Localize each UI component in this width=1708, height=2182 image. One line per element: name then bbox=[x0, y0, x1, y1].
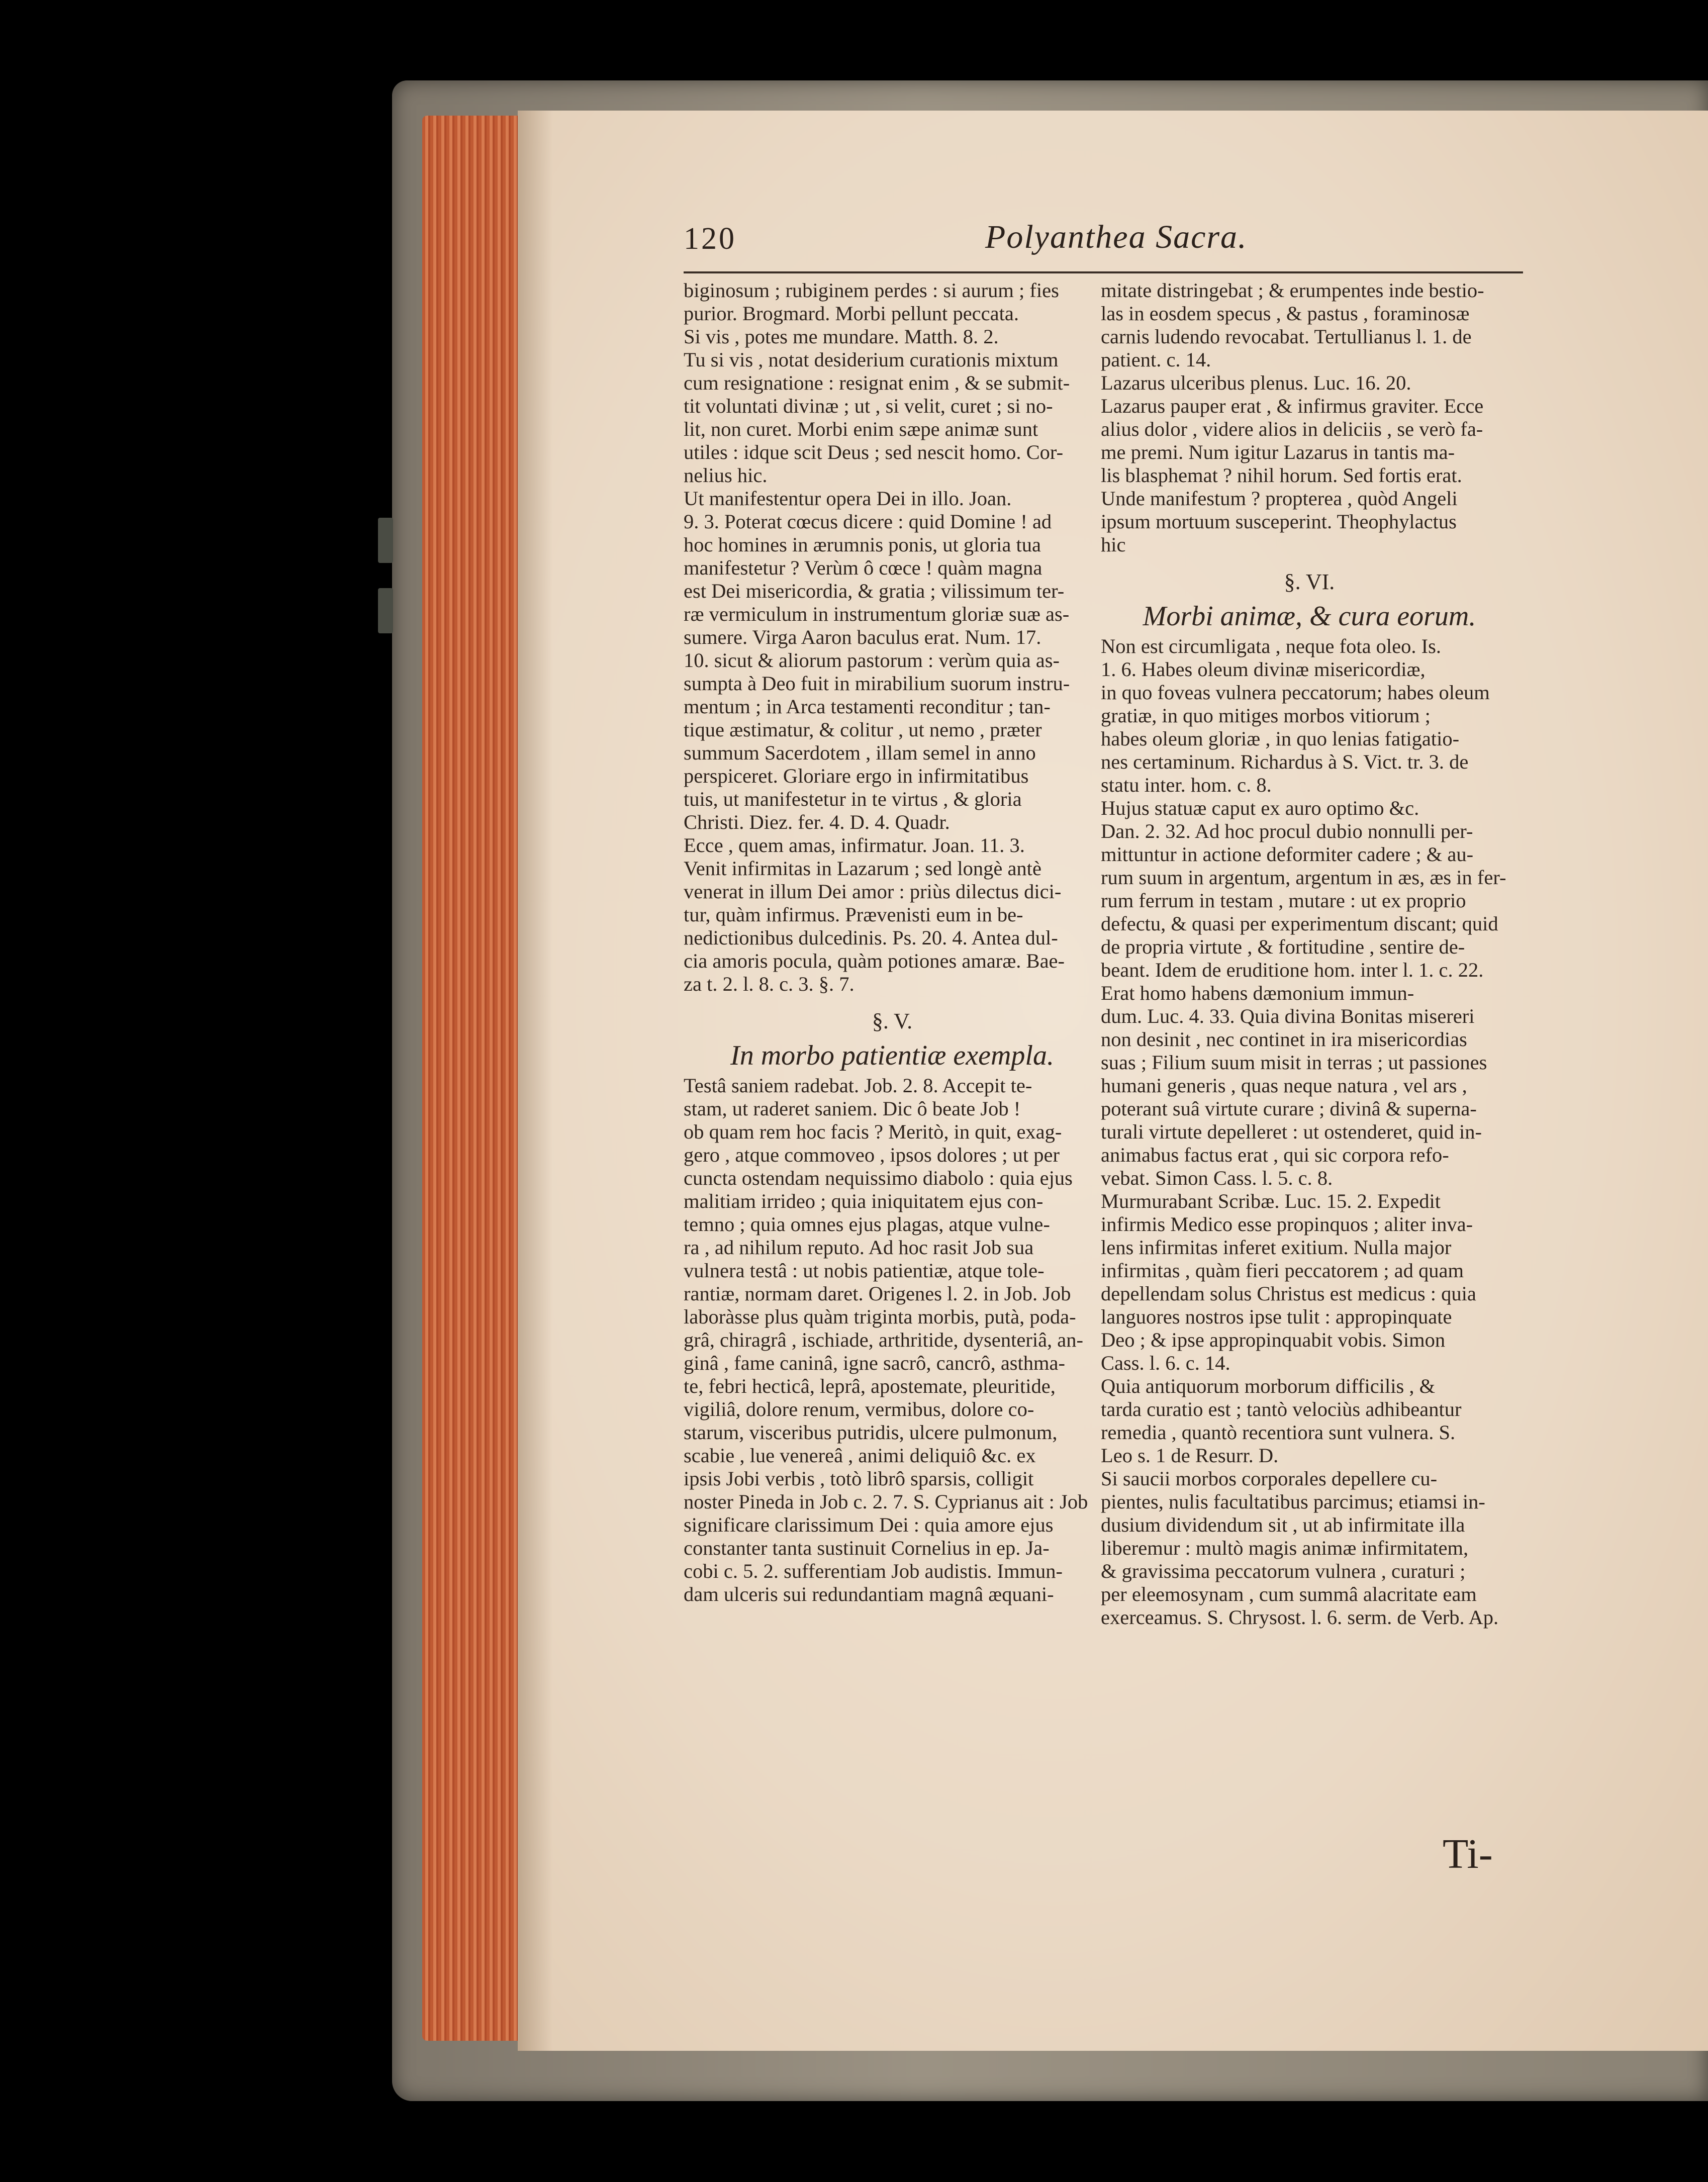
text-line: ob quam rem hoc facis ? Meritò, in quit, exag- bbox=[684, 1120, 1062, 1143]
section-title: Morbi animæ, & cura eorum. bbox=[1143, 601, 1476, 632]
running-title: Polyanthea Sacra. bbox=[985, 219, 1248, 255]
text-line: te, febri hecticâ, leprâ, apostemate, pleuritide, bbox=[684, 1375, 1056, 1397]
text-line: rum ferrum in testam , mutare : ut ex proprio bbox=[1101, 889, 1466, 912]
text-line: Erat homo habens dæmonium immun- bbox=[1101, 982, 1414, 1004]
text-line: & gravissima peccatorum vulnera , curaturi ; bbox=[1101, 1560, 1466, 1582]
right-column bbox=[1101, 279, 1518, 1629]
text-line: za t. 2. l. 8. c. 3. §. 7. bbox=[684, 973, 855, 995]
text-line: Hujus statuæ caput ex auro optimo &c. bbox=[1101, 797, 1419, 819]
text-line: tur, quàm infirmus. Prævenisti eum in be- bbox=[684, 903, 1023, 926]
text-line: sumpta à Deo fuit in mirabilium suorum instru- bbox=[684, 672, 1070, 695]
text-line: 10. sicut & aliorum pastorum : verùm quia as- bbox=[684, 649, 1060, 672]
text-line: ginâ , fame caninâ, igne sacrô, cancrô, asthma- bbox=[684, 1352, 1066, 1374]
text-line: patient. c. 14. bbox=[1101, 348, 1211, 371]
text-line: languores nostros ipse tulit : appropinquate bbox=[1101, 1305, 1452, 1328]
text-line: gero , atque commoveo , ipsos dolores ; ut per bbox=[684, 1144, 1060, 1166]
text-line: Lazarus ulceribus plenus. Luc. 16. 20. bbox=[1101, 371, 1411, 394]
text-line: de propria virtute , & fortitudine , sentire de- bbox=[1101, 935, 1465, 958]
text-line: malitiam irrideo ; quia iniquitatem ejus con- bbox=[684, 1190, 1043, 1212]
page-header bbox=[684, 216, 1523, 273]
text-line: dam ulceris sui redundantiam magnâ æquani- bbox=[684, 1583, 1054, 1605]
text-line: in quo foveas vulnera peccatorum; habes oleum bbox=[1101, 681, 1490, 704]
text-line: Non est circumligata , neque fota oleo. Is. bbox=[1101, 635, 1442, 657]
text-line: vebat. Simon Cass. l. 5. c. 8. bbox=[1101, 1167, 1333, 1189]
text-line: Quia antiquorum morborum difficilis , & bbox=[1101, 1375, 1436, 1397]
text-line: liberemur : multò magis animæ infirmitatem, bbox=[1101, 1537, 1469, 1559]
text-line: cia amoris pocula, quàm potiones amaræ. Bae- bbox=[684, 950, 1065, 972]
binding-clip bbox=[378, 588, 393, 633]
page-edges bbox=[422, 116, 523, 2041]
text-line: dum. Luc. 4. 33. Quia divina Bonitas misereri bbox=[1101, 1005, 1475, 1027]
text-line: nelius hic. bbox=[684, 464, 768, 487]
text-line: vulnera testâ : ut nobis patientiæ, atque tole- bbox=[684, 1259, 1045, 1282]
text-line: Murmurabant Scribæ. Luc. 15. 2. Expedit bbox=[1101, 1190, 1441, 1212]
text-line: vigiliâ, dolore renum, vermibus, dolore co- bbox=[684, 1398, 1034, 1420]
text-line: habes oleum gloriæ , in quo lenias fatigatio- bbox=[1101, 727, 1460, 750]
text-line: starum, visceribus putridis, ulcere pulmonum, bbox=[684, 1421, 1058, 1444]
text-line: hic bbox=[1101, 533, 1126, 556]
text-line: hoc homines in ærumnis ponis, ut gloria tua bbox=[684, 533, 1041, 556]
text-line: nes certaminum. Richardus à S. Vict. tr. 3. de bbox=[1101, 750, 1469, 773]
text-line: Ecce , quem amas, infirmatur. Joan. 11. 3. bbox=[684, 834, 1025, 857]
text-line: Leo s. 1 de Resurr. D. bbox=[1101, 1444, 1279, 1467]
text-line: rantiæ, normam daret. Origenes l. 2. in Job. Job bbox=[684, 1282, 1071, 1305]
text-line: rum suum in argentum, argentum in æs, æs in fer- bbox=[1101, 866, 1506, 889]
text-line: noster Pineda in Job c. 2. 7. S. Cyprianus ait : Job bbox=[684, 1490, 1088, 1513]
text-line: lis blasphemat ? nihil horum. Sed fortis erat. bbox=[1101, 464, 1462, 487]
text-line: significare clarissimum Dei : quia amore ejus bbox=[684, 1513, 1054, 1536]
text-line: constanter tanta sustinuit Cornelius in ep. Ja- bbox=[684, 1537, 1050, 1559]
text-line: depellendam solus Christus est medicus : quia bbox=[1101, 1282, 1476, 1305]
text-line: mitate distringebat ; & erumpentes inde bestio- bbox=[1101, 279, 1484, 302]
text-line: est Dei misericordia, & gratia ; vilissimum ter- bbox=[684, 580, 1065, 602]
text-line: temno ; quia omnes ejus plagas, atque vulne- bbox=[684, 1213, 1050, 1236]
text-line: poterant suâ virtute curare ; divinâ & superna- bbox=[1101, 1097, 1477, 1120]
text-line: tique æstimatur, & colitur , ut nemo , præter bbox=[684, 718, 1042, 741]
text-line: animabus factus erat , qui sic corpora refo- bbox=[1101, 1144, 1449, 1166]
text-line: 9. 3. Poterat cœcus dicere : quid Domine ! ad bbox=[684, 510, 1052, 533]
text-line: cum resignatione : resignat enim , & se submit- bbox=[684, 371, 1070, 394]
text-line: statu inter. hom. c. 8. bbox=[1101, 774, 1272, 796]
text-line: mittuntur in actione deformiter cadere ; & au- bbox=[1101, 843, 1474, 866]
text-line: remedia , quantò recentiora sunt vulnera. S. bbox=[1101, 1421, 1456, 1444]
text-line: me premi. Num igitur Lazarus in tantis ma- bbox=[1101, 441, 1455, 463]
text-line: lit, non curet. Morbi enim sæpe animæ sunt bbox=[684, 418, 1038, 440]
text-line: sumere. Virga Aaron baculus erat. Num. 17. bbox=[684, 626, 1041, 648]
left-column bbox=[684, 279, 1101, 1606]
text-line: Unde manifestum ? propterea , quòd Angeli bbox=[1101, 487, 1458, 510]
text-line: laboràsse plus quàm triginta morbis, putà, poda- bbox=[684, 1305, 1076, 1328]
text-line: defectu, & quasi per experimentum discant; quid bbox=[1101, 912, 1498, 935]
page-number: 120 bbox=[684, 222, 736, 256]
text-line: infirmis Medico esse propinquos ; aliter inva- bbox=[1101, 1213, 1473, 1236]
text-line: Dan. 2. 32. Ad hoc procul dubio nonnulli per- bbox=[1101, 820, 1473, 842]
text-line: infirmitas , quàm fieri peccatorem ; ad quam bbox=[1101, 1259, 1464, 1282]
text-line: Christi. Diez. fer. 4. D. 4. Quadr. bbox=[684, 811, 950, 833]
text-line: cobi c. 5. 2. sufferentiam Job audistis. Immun- bbox=[684, 1560, 1063, 1582]
text-line: utiles : idque scit Deus ; sed nescit homo. Cor- bbox=[684, 441, 1064, 463]
text-line: Tu si vis , notat desiderium curationis mixtum bbox=[684, 348, 1059, 371]
text-line: alius dolor , videre alios in deliciis , se verò fa- bbox=[1101, 418, 1483, 440]
text-line: ra , ad nihilum reputo. Ad hoc rasit Job sua bbox=[684, 1236, 1034, 1259]
text-line: cuncta ostendam nequissimo diabolo : quia ejus bbox=[684, 1167, 1073, 1189]
text-line: nedictionibus dulcedinis. Ps. 20. 4. Antea dul- bbox=[684, 926, 1058, 949]
section-mark: §. VI. bbox=[1284, 570, 1335, 594]
text-line: 1. 6. Habes oleum divinæ misericordiæ, bbox=[1101, 658, 1426, 681]
text-line: carnis ludendo revocabat. Tertullianus l. 1. de bbox=[1101, 325, 1472, 348]
text-line: Si vis , potes me mundare. Matth. 8. 2. bbox=[684, 325, 999, 348]
text-line: scabie , lue venereâ , animi deliquiô &c. ex bbox=[684, 1444, 1036, 1467]
text-line: ipsum mortuum susceperint. Theophylactus bbox=[1101, 510, 1457, 533]
text-line: humani generis , quas neque natura , vel ars , bbox=[1101, 1074, 1467, 1097]
text-line: tuis, ut manifestetur in te virtus , & gloria bbox=[684, 788, 1022, 810]
text-line: per eleemosynam , cum summâ alacritate eam bbox=[1101, 1583, 1477, 1605]
text-line: Cass. l. 6. c. 14. bbox=[1101, 1352, 1230, 1374]
text-line: lens infirmitas inferet exitium. Nulla major bbox=[1101, 1236, 1452, 1259]
text-line: exerceamus. S. Chrysost. l. 6. serm. de Verb. Ap. bbox=[1101, 1606, 1499, 1629]
text-line: dusium dividendum sit , ut ab infirmitate illa bbox=[1101, 1513, 1465, 1536]
text-line: ipsis Jobi verbis , totò librô sparsis, colligit bbox=[684, 1467, 1034, 1490]
text-line: beant. Idem de eruditione hom. inter l. 1. c. 22. bbox=[1101, 959, 1484, 981]
text-line: summum Sacerdotem , illam semel in anno bbox=[684, 741, 1036, 764]
text-line: Deo ; & ipse appropinquabit vobis. Simon bbox=[1101, 1329, 1446, 1351]
section-mark: §. V. bbox=[872, 1009, 913, 1033]
text-line: tarda curatio est ; tantò velociùs adhibeantur bbox=[1101, 1398, 1462, 1420]
text-line: venerat in illum Dei amor : priùs dilectus dici- bbox=[684, 880, 1062, 903]
text-line: Venit infirmitas in Lazarum ; sed longè antè bbox=[684, 857, 1041, 880]
gutter-shadow bbox=[518, 111, 553, 2051]
text-line: pientes, nulis facultatibus parcimus; etiamsi in- bbox=[1101, 1490, 1485, 1513]
section-title: In morbo patientiæ exempla. bbox=[730, 1040, 1054, 1071]
binding-clip bbox=[378, 518, 393, 563]
text-line: purior. Brogmard. Morbi pellunt peccata. bbox=[684, 302, 1019, 325]
text-line: grâ, chiragrâ , ischiade, arthritide, dysenteriâ, an- bbox=[684, 1329, 1084, 1351]
text-line: las in eosdem specus , & pastus , foraminosæ bbox=[1101, 302, 1470, 325]
text-line: stam, ut raderet saniem. Dic ô beate Job ! bbox=[684, 1097, 1021, 1120]
text-line: mentum ; in Arca testamenti reconditur ; tan- bbox=[684, 695, 1051, 718]
catchword: Ti- bbox=[1443, 1831, 1493, 1877]
text-line: perspiceret. Gloriare ergo in infirmitatibus bbox=[684, 765, 1029, 787]
text-line: ræ vermiculum in instrumentum gloriæ suæ as- bbox=[684, 603, 1070, 625]
text-line: manifestetur ? Verùm ô cœce ! quàm magna bbox=[684, 556, 1042, 579]
text-line: Si saucii morbos corporales depellere cu- bbox=[1101, 1467, 1438, 1490]
text-line: Lazarus pauper erat , & infirmus graviter. Ecce bbox=[1101, 395, 1484, 417]
text-line: gratiæ, in quo mitiges morbos vitiorum ; bbox=[1101, 704, 1431, 727]
text-line: tit voluntati divinæ ; ut , si velit, curet ; si no- bbox=[684, 395, 1053, 417]
text-line: non desinit , nec continet in ira misericordias bbox=[1101, 1028, 1467, 1051]
text-line: Ut manifestentur opera Dei in illo. Joan. bbox=[684, 487, 1012, 510]
text-line: biginosum ; rubiginem perdes : si aurum ; fies bbox=[684, 279, 1059, 302]
text-line: turali virtute depelleret : ut ostenderet, quid in- bbox=[1101, 1120, 1482, 1143]
text-line: suas ; Filium suum misit in terras ; ut passiones bbox=[1101, 1051, 1487, 1074]
text-line: Testâ saniem radebat. Job. 2. 8. Accepit te- bbox=[684, 1074, 1032, 1097]
